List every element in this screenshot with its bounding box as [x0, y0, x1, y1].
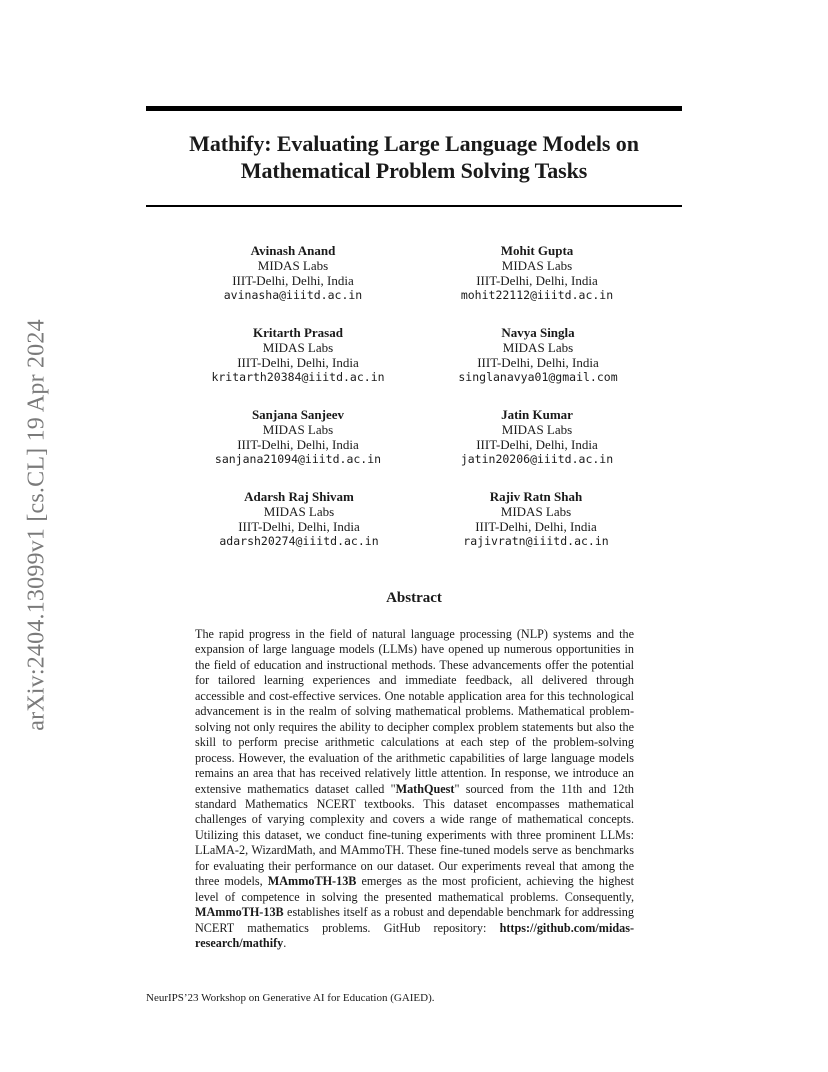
abstract-text: " sourced from the 11th and 12th standard Mathematics NCERT textbooks. This dataset encompasses mathematical challenges of varying complexity and covers a wide range of mathematical concepts. Utilizing this dataset, we conduct fine-tuning experiments with three prominent LLMs: LLaMA-2, WizardMath, and MAmmoTH. These fine-tuned models serve as benchmarks for evaluating their performance on our dataset. Our experiments reveal that among the three models, — [195, 781, 634, 889]
abstract-text: The rapid progress in the field of natural language processing (NLP) systems and the expansion of large language models (LLMs) have opened up numerous opportunities in the field of education and instructional methods. These advancements offer the potential for tailored learning experiences and immediate feedback, all delivered through accessible and cost-effective services. One notable application area for this technological advancement is in the realm of solving mathematical problems. Mathematical problem-solving not only requires the ability to decipher complex problem statements but also the skill to perform precise arithmetic calculations at each step of the problem-solving process. However, the evaluation of the arithmetic capabilities of large language models remains an area that has received relatively little attention. In response, we introduce an extensive mathematics dataset called " — [195, 627, 634, 796]
paper-title — [146, 130, 682, 184]
author-location: IIIT-Delhi, Delhi, India — [237, 437, 359, 452]
author-affiliation: MIDAS Labs — [502, 340, 574, 355]
author-name: Kritarth Prasad — [253, 325, 343, 340]
author-location: IIIT-Delhi, Delhi, India — [475, 519, 597, 534]
title-line-2: Mathematical Problem Solving Tasks — [240, 158, 588, 183]
author-location: IIIT-Delhi, Delhi, India — [237, 355, 359, 370]
author-location: IIIT-Delhi, Delhi, India — [476, 273, 598, 288]
abstract-heading: Abstract — [386, 590, 442, 606]
author-block — [173, 243, 413, 303]
abstract-text: emerges as the most proficient, achieving the highest level of competence in solving the presented mathematical problems. Consequently, — [195, 874, 634, 904]
author-affiliation: MIDAS Labs — [262, 340, 334, 355]
author-block — [416, 489, 656, 549]
author-email[interactable]: jatin20206@iiitd.ac.in — [460, 452, 614, 466]
title-line-1: Mathify: Evaluating Large Language Models on — [189, 131, 639, 156]
author-affiliation: MIDAS Labs — [500, 504, 572, 519]
author-name: Sanjana Sanjeev — [251, 407, 345, 422]
model-name: MAmmoTH-13B — [267, 874, 357, 889]
title-top-rule — [146, 106, 682, 111]
author-email[interactable]: singlanavya01@gmail.com — [458, 370, 618, 384]
author-location: IIIT-Delhi, Delhi, India — [238, 519, 360, 534]
author-block — [417, 243, 657, 303]
author-affiliation: MIDAS Labs — [262, 422, 334, 437]
author-affiliation: MIDAS Labs — [257, 258, 329, 273]
author-name: Mohit Gupta — [500, 243, 574, 258]
author-email[interactable]: rajivratn@iiitd.ac.in — [463, 534, 609, 548]
author-affiliation: MIDAS Labs — [501, 258, 573, 273]
dataset-name: MathQuest — [395, 781, 455, 796]
author-block — [178, 325, 418, 385]
venue-footnote: NeurIPS’23 Workshop on Generative AI for Education (GAIED). — [146, 992, 435, 1004]
author-name: Navya Singla — [501, 325, 575, 340]
author-name: Jatin Kumar — [501, 407, 573, 422]
author-block — [418, 325, 658, 385]
author-affiliation: MIDAS Labs — [263, 504, 335, 519]
model-name: MAmmoTH-13B — [195, 905, 284, 920]
abstract-body — [195, 627, 634, 952]
author-email[interactable]: adarsh20274@iiitd.ac.in — [219, 534, 379, 548]
author-block — [179, 489, 419, 549]
title-bottom-rule — [146, 205, 682, 207]
author-location: IIIT-Delhi, Delhi, India — [476, 437, 598, 452]
author-name: Adarsh Raj Shivam — [244, 489, 354, 504]
author-affiliation: MIDAS Labs — [501, 422, 573, 437]
author-email[interactable]: mohit22112@iiitd.ac.in — [460, 288, 614, 302]
author-name: Avinash Anand — [250, 243, 336, 258]
author-email[interactable]: avinasha@iiitd.ac.in — [223, 288, 363, 302]
abstract-text: establishes itself as a robust and dependable benchmark for addressing NCERT mathematics problems. GitHub repository: — [195, 905, 634, 935]
author-block — [417, 407, 657, 467]
author-email[interactable]: kritarth20384@iiitd.ac.in — [211, 370, 385, 384]
author-name: Rajiv Ratn Shah — [489, 489, 583, 504]
author-location: IIIT-Delhi, Delhi, India — [232, 273, 354, 288]
author-block — [178, 407, 418, 467]
abstract-text: . — [283, 936, 287, 951]
author-email[interactable]: sanjana21094@iiitd.ac.in — [214, 452, 382, 466]
github-repo-link[interactable]: https://github.com/midas-research/mathify — [195, 920, 634, 951]
author-location: IIIT-Delhi, Delhi, India — [477, 355, 599, 370]
arxiv-identifier: arXiv:2404.13099v1 [cs.CL] 19 Apr 2024 — [23, 319, 50, 731]
